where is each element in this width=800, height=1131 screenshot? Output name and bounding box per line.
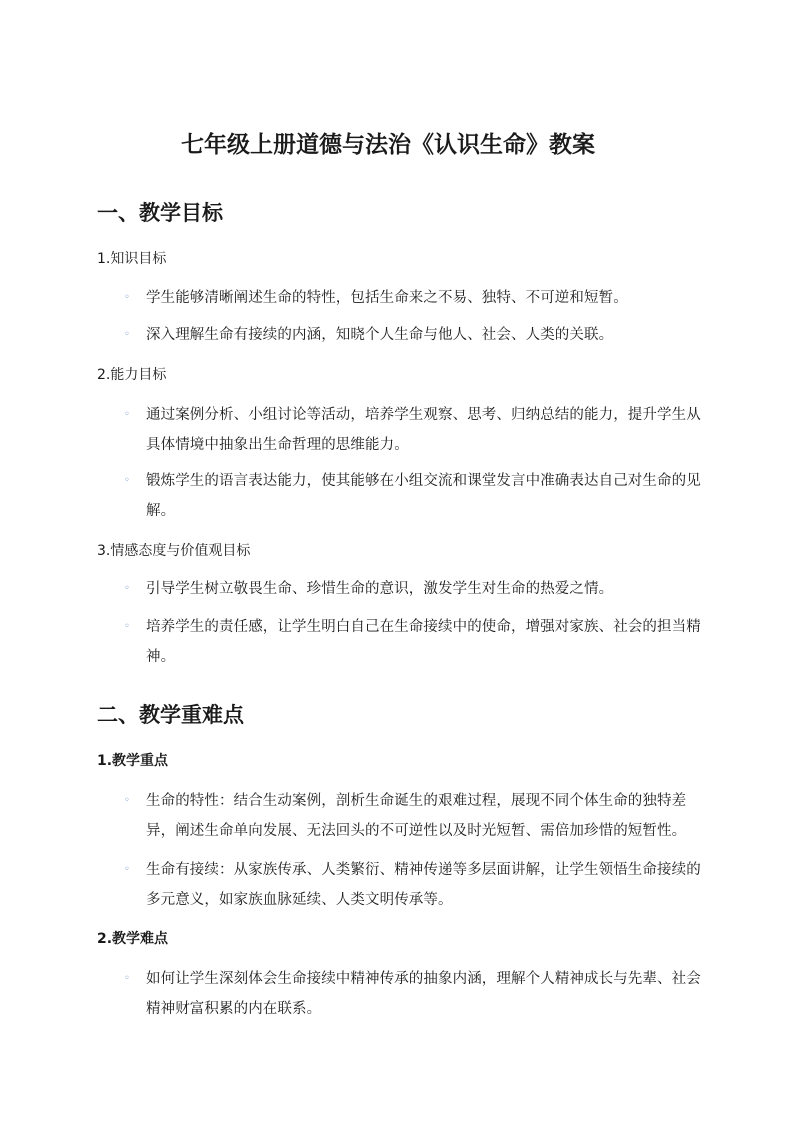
list-item-text: 通过案例分析、小组讨论等活动，培养学生观察、思考、归纳总结的能力，提升学生从具体情境中抽象出生命哲理的思维能力。 (146, 407, 701, 453)
list-item (124, 964, 704, 1024)
bullet-circle-icon: ◦ (124, 973, 130, 984)
list-item (124, 320, 704, 350)
subheading-knowledge-objectives: 1.知识目标 (97, 251, 167, 267)
section-heading-key-difficult-points: 二、教学重难点 (97, 703, 244, 727)
list-item (124, 855, 704, 915)
list-item-text: 生命有接续：从家族传承、人类繁衍、精神传递等多层面讲解，让学生领悟生命接续的多元意义，如家族血脉延续、人类文明传承等。 (146, 862, 701, 908)
list-item (124, 574, 704, 604)
list-item (124, 283, 704, 313)
bullet-circle-icon: ◦ (124, 329, 130, 340)
bullet-circle-icon: ◦ (124, 475, 130, 486)
list-item-text: 培养学生的责任感，让学生明白自己在生命接续中的使命，增强对家族、社会的担当精神。 (146, 619, 701, 665)
list-item-text: 生命的特性：结合生动案例，剖析生命诞生的艰难过程，展现不同个体生命的独特差异，阐述生命单向发展、无法回头的不可逆性以及时光短暂、需倍加珍惜的短暂性。 (146, 793, 687, 839)
bullet-circle-icon: ◦ (124, 621, 130, 632)
list-item (124, 466, 704, 526)
list-item (124, 612, 704, 672)
bullet-circle-icon: ◦ (124, 795, 130, 806)
list-item-text: 锻炼学生的语言表达能力，使其能够在小组交流和课堂发言中准确表达自己对生命的见解。 (146, 473, 701, 519)
list-item-text: 深入理解生命有接续的内涵，知晓个人生命与他人、社会、人类的关联。 (146, 327, 614, 343)
bullet-circle-icon: ◦ (124, 292, 130, 303)
subheading-values-objectives: 3.情感态度与价值观目标 (97, 543, 251, 559)
list-item-text: 学生能够清晰阐述生命的特性，包括生命来之不易、独特、不可逆和短暂。 (146, 290, 628, 306)
bullet-circle-icon: ◦ (124, 583, 130, 594)
list-item (124, 400, 704, 460)
subheading-teaching-difficulty: 2.教学难点 (97, 931, 169, 947)
bullet-circle-icon: ◦ (124, 409, 130, 420)
subheading-teaching-focus: 1.教学重点 (97, 753, 169, 769)
document-title: 七年级上册道德与法治《认识生命》教案 (181, 132, 595, 158)
bullet-circle-icon: ◦ (124, 864, 130, 875)
list-item-text: 如何让学生深刻体会生命接续中精神传承的抽象内涵，理解个人精神成长与先辈、社会精神财富积累的内在联系。 (146, 971, 701, 1017)
list-item (124, 786, 704, 846)
list-item-text: 引导学生树立敬畏生命、珍惜生命的意识，激发学生对生命的热爱之情。 (146, 581, 614, 597)
section-heading-teaching-objectives: 一、教学目标 (97, 201, 223, 225)
subheading-ability-objectives: 2.能力目标 (97, 367, 167, 383)
